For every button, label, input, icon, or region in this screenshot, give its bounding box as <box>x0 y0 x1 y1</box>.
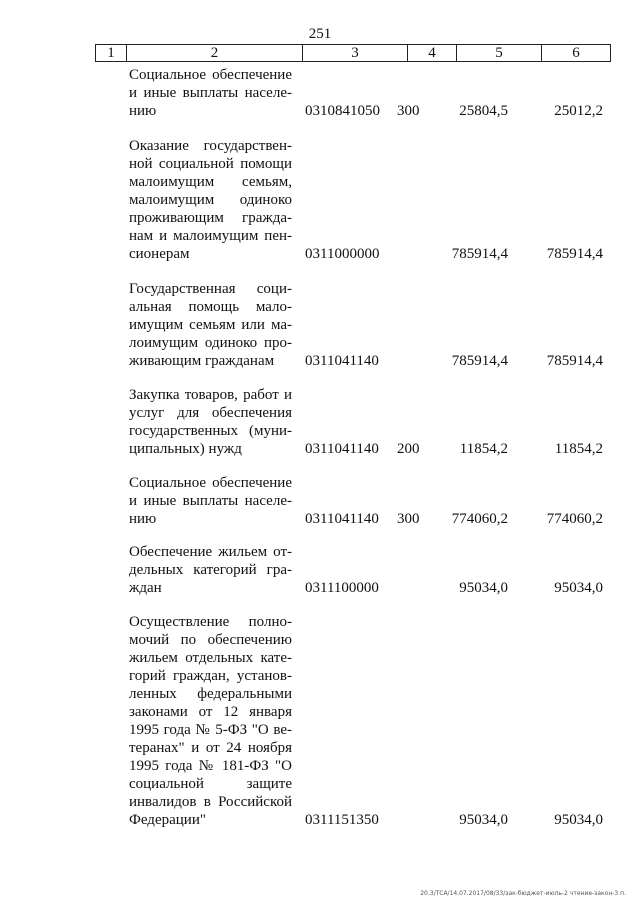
row-description: Осуществление полномочий по обеспечению жильем отдельных категорий граждан, установленных федеральными законами от 12 января 1995 года № 5-ФЗ "О ветеранах" и от 24 ноября 1995 года № 181-ФЗ "О социальной защите инвалидов в Российской Федерации" <box>129 614 292 828</box>
row-value-1: 785914,4 <box>451 353 508 369</box>
row-value-2: 95034,0 <box>554 812 603 828</box>
column-header-1: 1 <box>107 45 115 61</box>
row-description: Социальное обеспечение и иные выплаты населению <box>129 67 292 119</box>
footer-note: 20.3/ТСА/14.07.2017/08/33/зак-бюджет-июль-2 чтение-закон-3 п. <box>420 890 626 897</box>
table-row <box>0 613 640 829</box>
row-value-1: 785914,4 <box>451 246 508 262</box>
row-code: 0311041140 <box>305 441 379 457</box>
row-value-2: 95034,0 <box>554 580 603 596</box>
row-value-2: 25012,2 <box>554 103 603 119</box>
row-value-2: 785914,4 <box>546 246 603 262</box>
row-value-1: 774060,2 <box>451 511 508 527</box>
row-description: Государственная социальная помощь малоимущим семьям или малоимущим одиноко проживающим гражданам <box>129 281 292 369</box>
row-description: Обеспечение жильем отдельных категорий граждан <box>129 544 292 596</box>
table-row <box>0 474 640 528</box>
page-number: 251 <box>308 26 332 42</box>
column-header-4: 4 <box>407 45 456 61</box>
row-value-2: 774060,2 <box>546 511 603 527</box>
column-header-6: 6 <box>541 45 610 61</box>
row-code: 0311041140 <box>305 511 379 527</box>
row-type: 200 <box>397 441 420 457</box>
row-value-1: 95034,0 <box>459 812 508 828</box>
table-row <box>0 66 640 120</box>
table-header-row <box>95 44 611 62</box>
row-code: 0311000000 <box>305 246 380 262</box>
row-value-2: 785914,4 <box>546 353 603 369</box>
column-header-3: 3 <box>302 45 407 61</box>
row-value-1: 25804,5 <box>459 103 508 119</box>
row-type: 300 <box>397 103 420 119</box>
row-description: Оказание государственной социальной помощи малоимущим семьям, малоимущим одиноко проживающим гражданам и малоимущим пенсионерам <box>129 138 292 262</box>
column-header-2: 2 <box>126 45 302 61</box>
table-row <box>0 543 640 597</box>
row-code: 0311100000 <box>305 580 379 596</box>
table-row <box>0 139 640 263</box>
row-code: 0310841050 <box>305 103 380 119</box>
row-description: Социальное обеспечение и иные выплаты населению <box>129 475 292 527</box>
row-value-2: 11854,2 <box>554 441 603 457</box>
table-row <box>0 386 640 458</box>
table-row <box>0 280 640 370</box>
row-value-1: 95034,0 <box>459 580 508 596</box>
row-type: 300 <box>397 511 420 527</box>
row-code: 0311151350 <box>305 812 379 828</box>
column-header-5: 5 <box>456 45 541 61</box>
row-code: 0311041140 <box>305 353 379 369</box>
row-description: Закупка товаров, работ и услуг для обеспечения государственных (муниципальных) нужд <box>129 387 292 457</box>
row-value-1: 11854,2 <box>459 441 508 457</box>
